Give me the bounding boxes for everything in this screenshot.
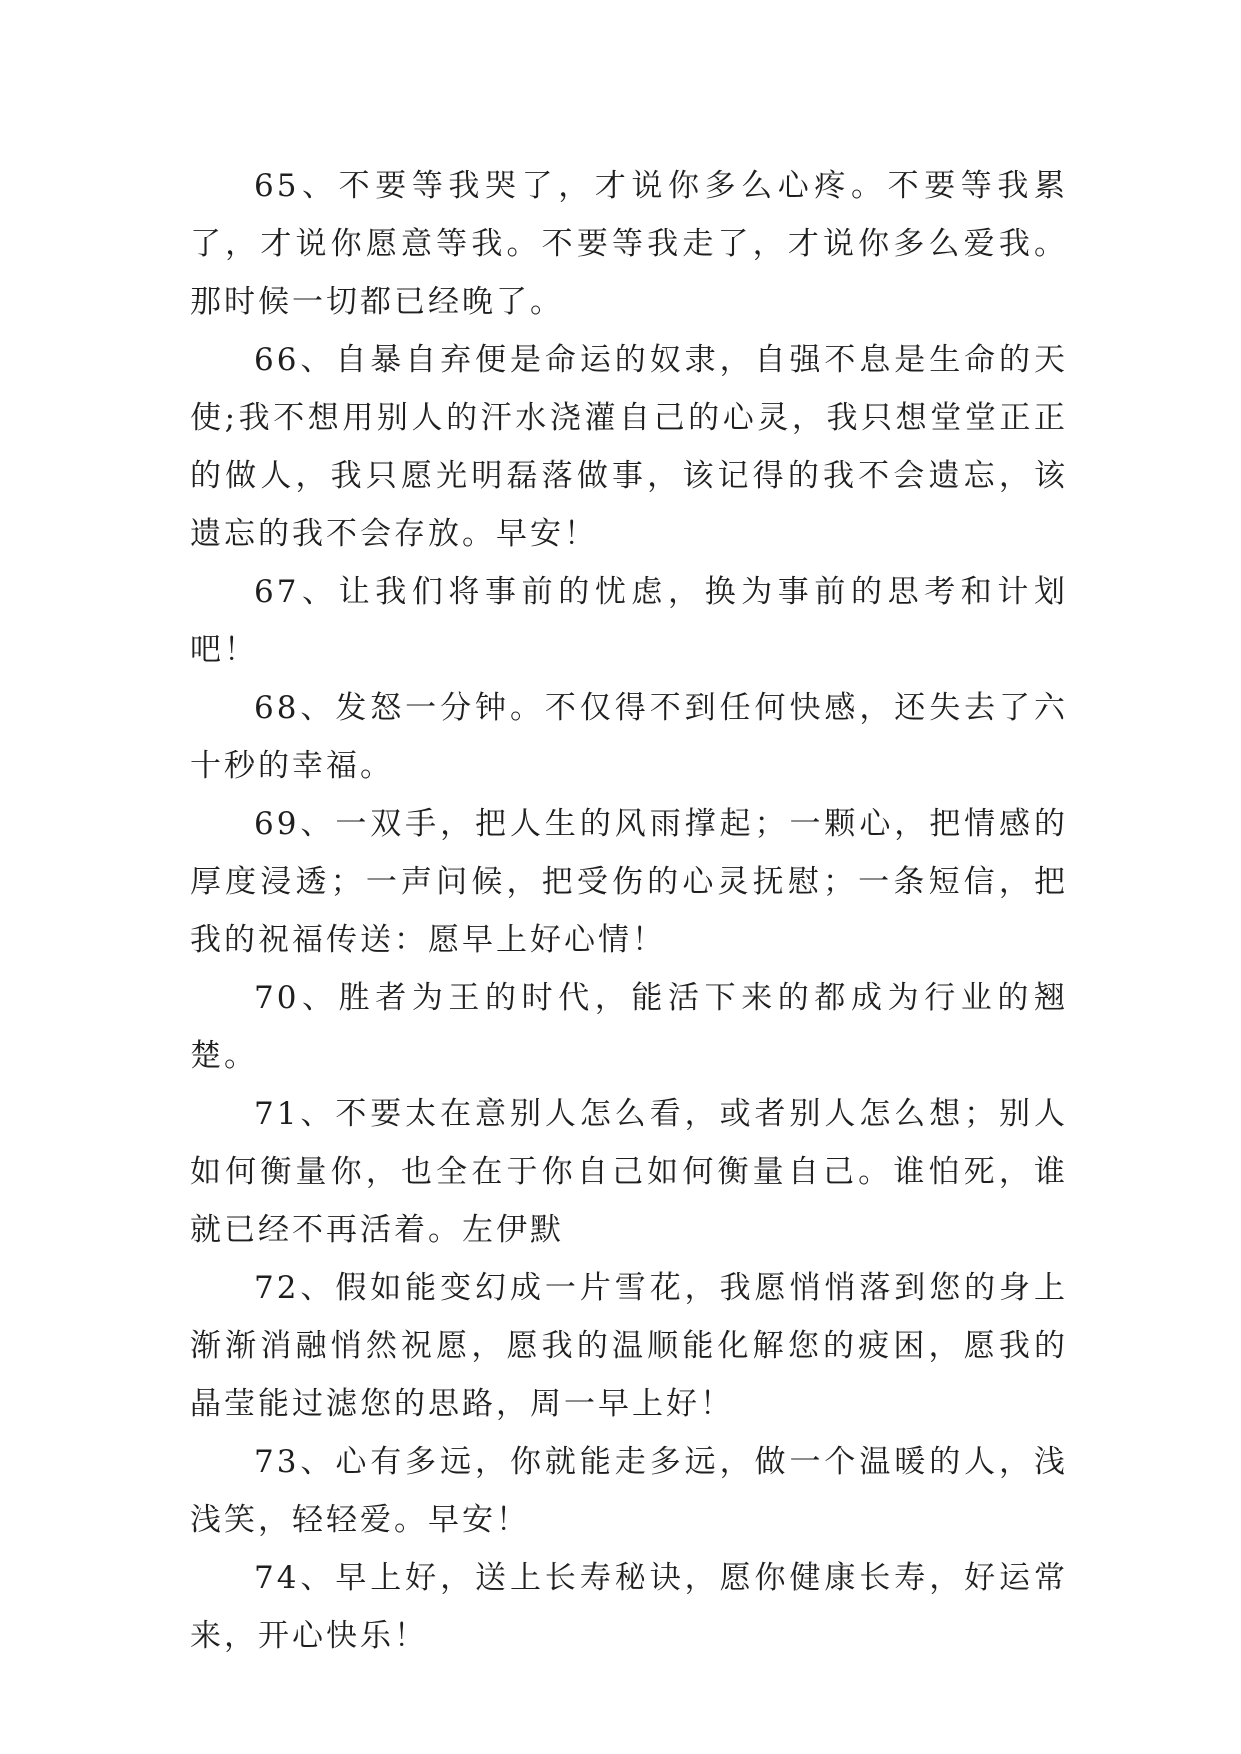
paragraph-69: 69、一双手，把人生的风雨撑起；一颗心，把情感的厚度浸透；一声问候，把受伤的心灵抚慰；一条短信，把我的祝福传送：愿早上好心情！ [190, 806, 1068, 958]
paragraph-73: 73、心有多远，你就能走多远，做一个温暖的人，浅浅笑，轻轻爱。早安！ [190, 1444, 1068, 1538]
paragraph-68: 68、发怒一分钟。不仅得不到任何快感，还失去了六十秒的幸福。 [190, 690, 1068, 784]
paragraph-72: 72、假如能变幻成一片雪花，我愿悄悄落到您的身上渐渐消融悄然祝愿，愿我的温顺能化解您的疲困，愿我的晶莹能过滤您的思路，周一早上好！ [190, 1270, 1068, 1422]
paragraph-66: 66、自暴自弃便是命运的奴隶，自强不息是生命的天使;我不想用别人的汗水浇灌自己的心灵，我只想堂堂正正的做人，我只愿光明磊落做事，该记得的我不会遗忘，该遗忘的我不会存放。早安！ [190, 342, 1068, 552]
paragraph-70: 70、胜者为王的时代，能活下来的都成为行业的翘楚。 [190, 980, 1068, 1074]
paragraph-65: 65、不要等我哭了，才说你多么心疼。不要等我累了，才说你愿意等我。不要等我走了，才说你多么爱我。那时候一切都已经晚了。 [190, 168, 1068, 320]
document-body [190, 157, 1068, 1665]
paragraph-71: 71、不要太在意别人怎么看，或者别人怎么想；别人如何衡量你，也全在于你自己如何衡量自己。谁怕死，谁就已经不再活着。左伊默 [190, 1096, 1068, 1248]
paragraph-67: 67、让我们将事前的忧虑，换为事前的思考和计划吧！ [190, 574, 1068, 668]
paragraph-74: 74、早上好，送上长寿秘诀，愿你健康长寿，好运常来，开心快乐！ [190, 1560, 1068, 1654]
